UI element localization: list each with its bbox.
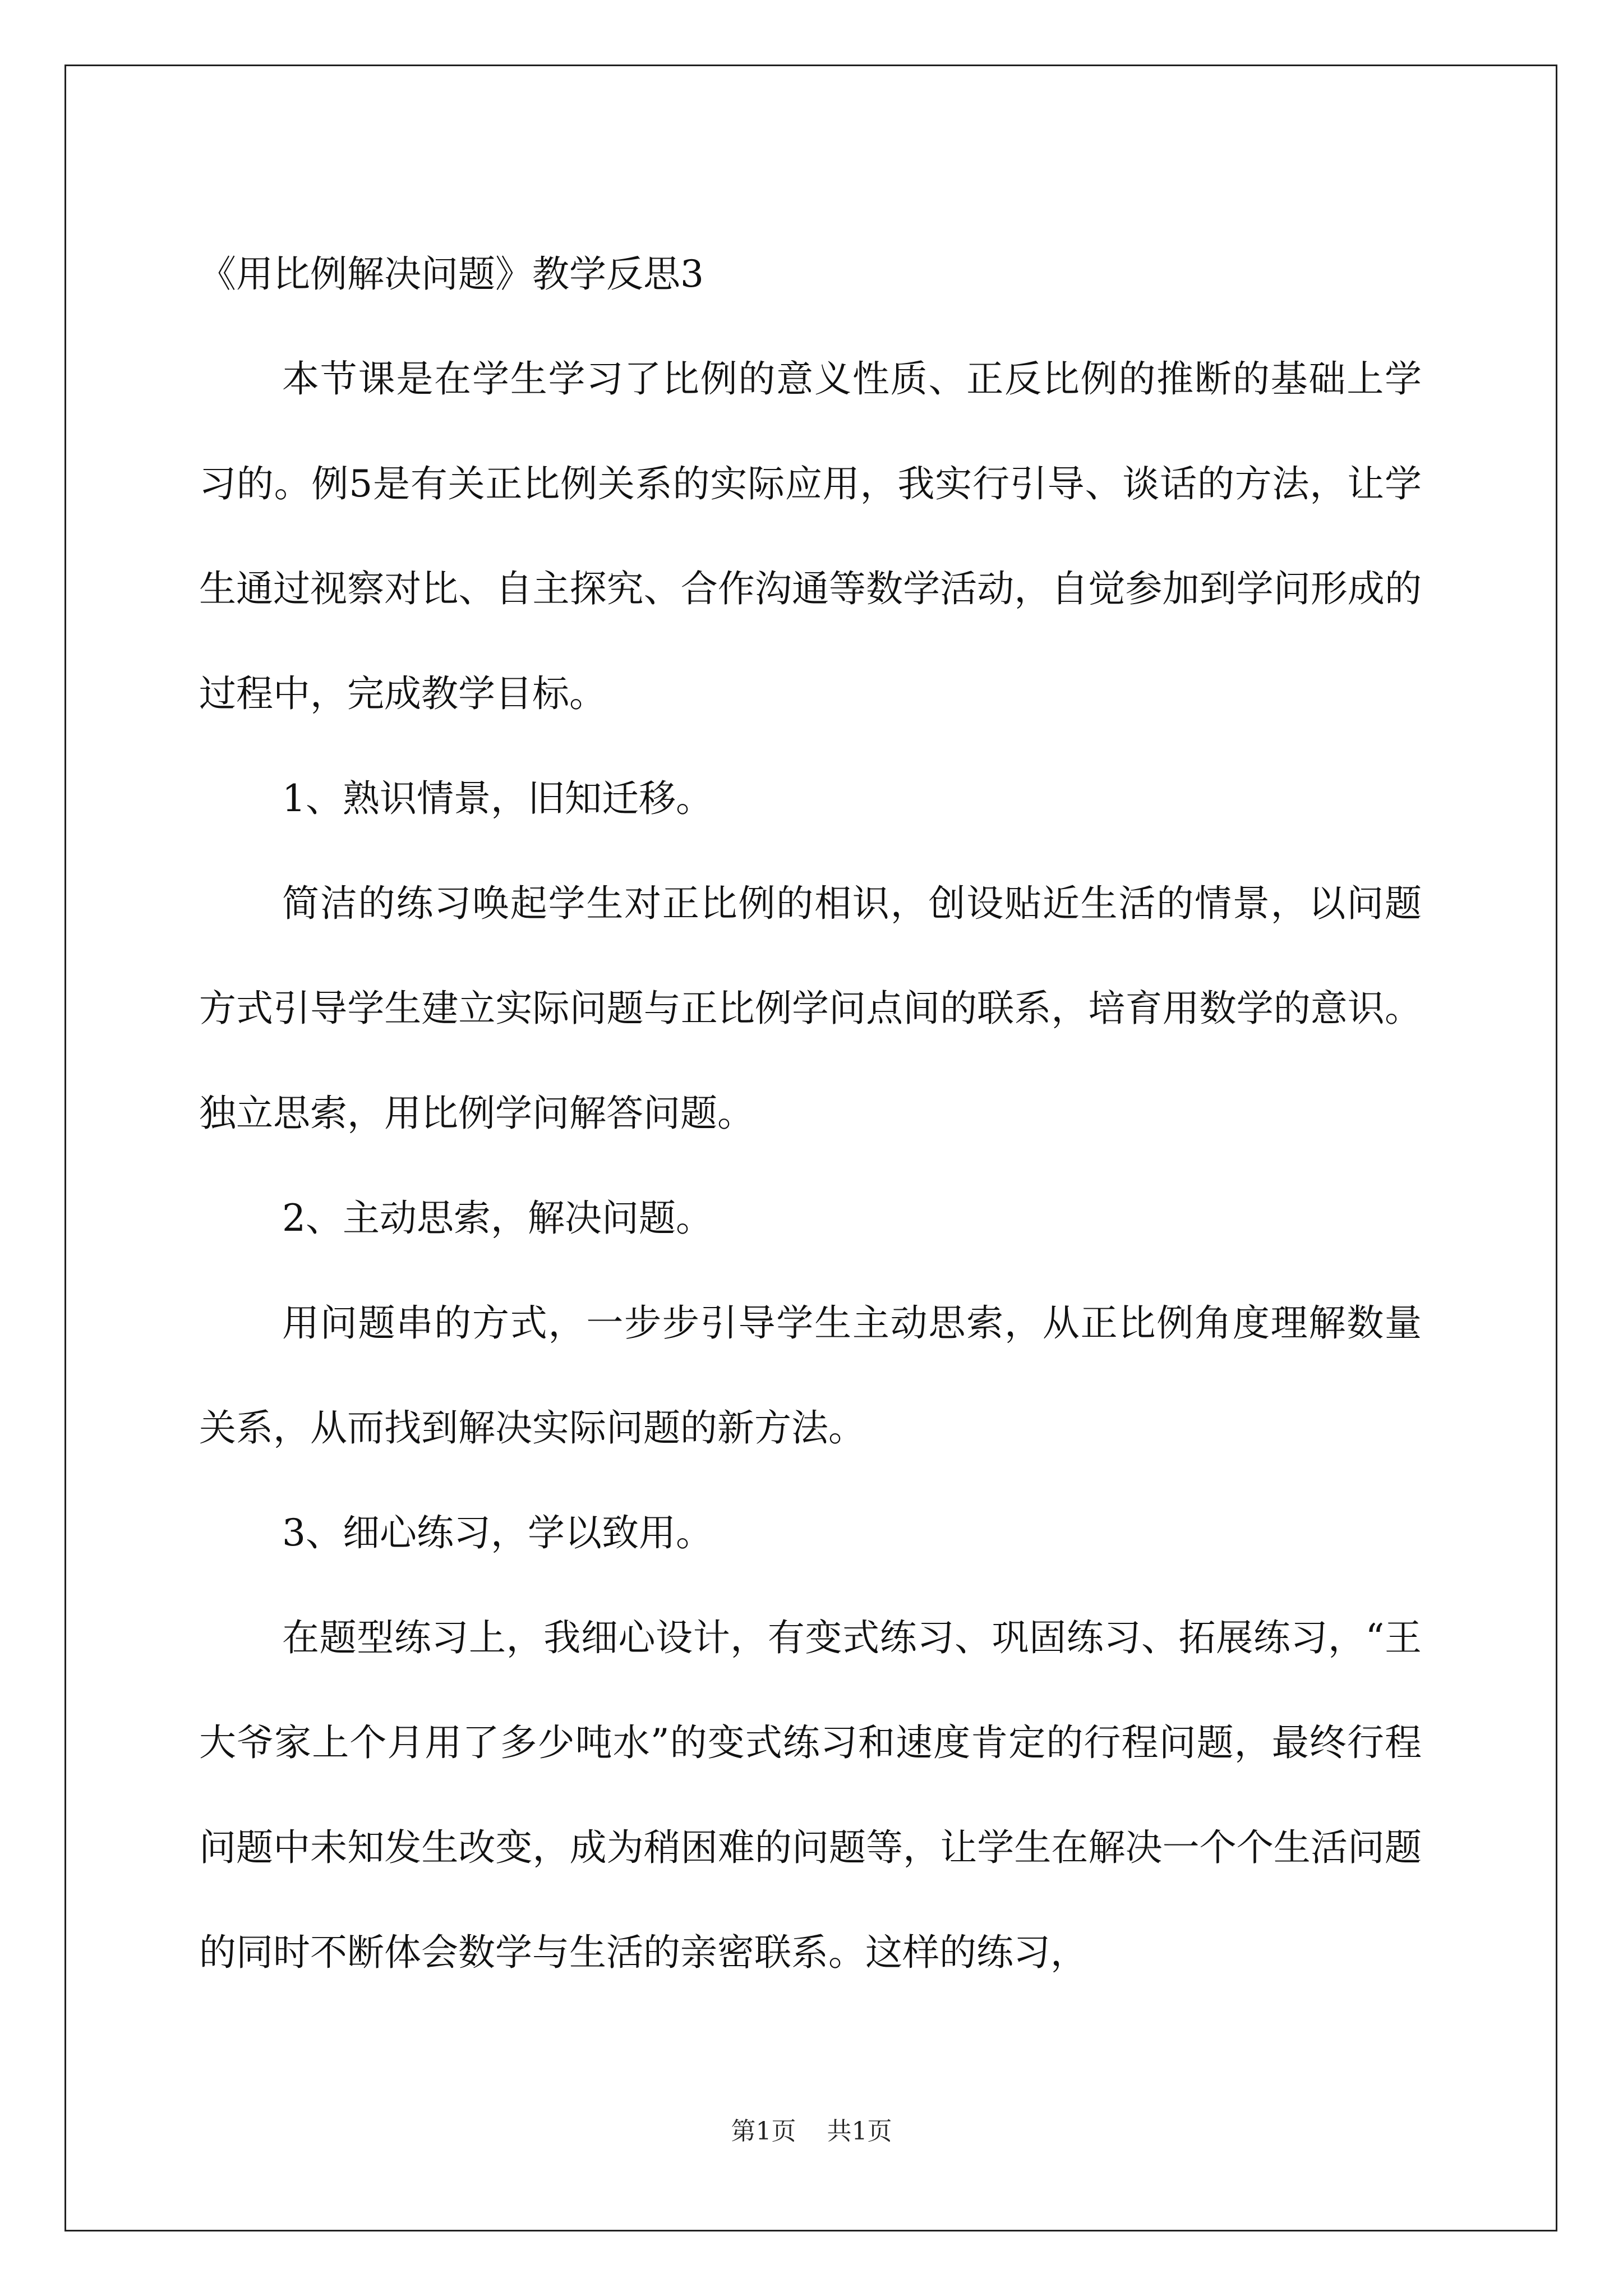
paragraph-section-1: 简洁的练习唤起学生对正比例的相识，创设贴近生活的情景，以问题方式引导学生建立实际问题与正比例学问点间的联系，培育用数学的意识。独立思索，用比例学问解答问题。 (199, 882, 1422, 1135)
paragraph-intro: 本节课是在学生学习了比例的意义性质、正反比例的推断的基础上学习的。例5是有关正比例关系的实际应用，我实行引导、谈话的方法，让学生通过视察对比、自主探究、合作沟通等数学活动，自觉参加到学问形成的过程中，完成教学目标。 (199, 357, 1422, 715)
document-body (199, 222, 1422, 2005)
page-footer (0, 2115, 1623, 2148)
document-title: 《用比例解决问题》教学反思3 (199, 252, 704, 296)
paragraph-section-3: 在题型练习上，我细心设计，有变式练习、巩固练习、拓展练习，“王大爷家上个月用了多少吨水”的变式练习和速度肯定的行程问题，最终行程问题中未知发生改变，成为稍困难的问题等，让学生在解决一个个生活问题的同时不断体会数学与生活的亲密联系。这样的练习， (199, 1616, 1422, 1974)
page-total: 共1页 (827, 2117, 892, 2146)
section-heading-1: 1、熟识情景，旧知迁移。 (282, 777, 713, 820)
page-number: 第1页 (731, 2117, 796, 2146)
section-heading-2: 2、主动思索，解决问题。 (282, 1197, 713, 1240)
section-heading-3: 3、细心练习，学以致用。 (282, 1511, 713, 1554)
paragraph-section-2: 用问题串的方式，一步步引导学生主动思索，从正比例角度理解数量关系，从而找到解决实际问题的新方法。 (199, 1301, 1422, 1450)
